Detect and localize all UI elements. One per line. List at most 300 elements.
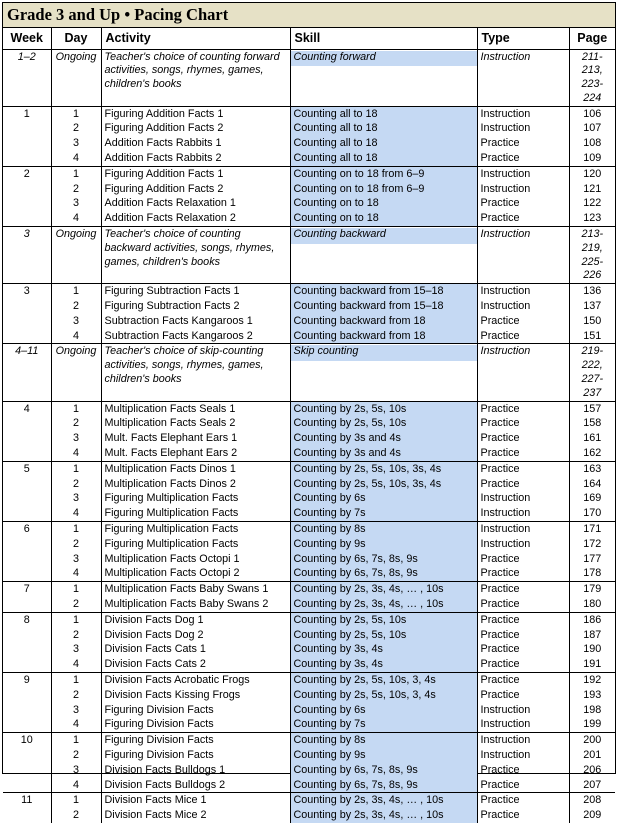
cell-week: 1–2 — [17, 50, 36, 63]
cell-type: Instruction — [477, 522, 569, 537]
cell-day: 4 — [51, 657, 101, 672]
cell-week — [3, 299, 51, 314]
table-row — [3, 491, 615, 506]
table-row — [3, 793, 615, 808]
cell-skill: Counting by 6s — [290, 491, 477, 506]
cell-type: Instruction — [477, 703, 569, 718]
cell-day: 1 — [51, 166, 101, 181]
cell-activity: Division Facts Cats 1 — [101, 642, 290, 657]
cell-skill: Counting by 2s, 5s, 10s — [290, 401, 477, 416]
table-row — [3, 106, 615, 121]
cell-day: 3 — [51, 196, 101, 211]
table-row — [3, 182, 615, 197]
cell-type: Instruction — [477, 121, 569, 136]
cell-type: Practice — [477, 151, 569, 166]
cell-type: Practice — [477, 136, 569, 151]
cell-skill: Counting by 2s, 5s, 10s — [290, 416, 477, 431]
table-row — [3, 401, 615, 416]
cell-week — [3, 446, 51, 461]
cell-type: Instruction — [477, 717, 569, 732]
table-row — [3, 597, 615, 612]
cell-day: 4 — [51, 151, 101, 166]
skill-highlight: Skip counting — [291, 345, 477, 361]
cell-week — [3, 196, 51, 211]
cell-week: 7 — [3, 582, 51, 597]
cell-type: Practice — [477, 329, 569, 344]
cell-activity: Addition Facts Relaxation 2 — [101, 211, 290, 226]
table-row — [3, 314, 615, 329]
cell-activity: Division Facts Mice 2 — [101, 808, 290, 823]
cell-page: 199 — [569, 717, 615, 732]
cell-week — [3, 329, 51, 344]
cell-skill: Counting by 8s — [290, 733, 477, 748]
cell-week — [3, 211, 51, 226]
cell-week: 8 — [3, 612, 51, 627]
cell-week: 2 — [3, 166, 51, 181]
cell-type: Practice — [477, 688, 569, 703]
cell-skill: Counting all to 18 — [290, 106, 477, 121]
table-header-row — [3, 28, 615, 49]
cell-activity: Division Facts Acrobatic Frogs — [101, 672, 290, 687]
cell-skill: Counting on to 18 — [290, 211, 477, 226]
cell-week — [3, 314, 51, 329]
cell-skill: Counting by 6s, 7s, 8s, 9s — [290, 778, 477, 793]
cell-week — [3, 151, 51, 166]
cell-day: 3 — [51, 136, 101, 151]
cell-skill: Counting by 8s — [290, 522, 477, 537]
cell-day: 3 — [51, 642, 101, 657]
cell-week — [3, 642, 51, 657]
table-row — [3, 628, 615, 643]
cell-activity: Figuring Addition Facts 2 — [101, 182, 290, 197]
cell-activity: Figuring Subtraction Facts 2 — [101, 299, 290, 314]
cell-type: Practice — [477, 763, 569, 778]
cell-page: 123 — [569, 211, 615, 226]
cell-week — [3, 431, 51, 446]
cell-page: 120 — [569, 166, 615, 181]
cell-skill: Counting by 3s and 4s — [290, 431, 477, 446]
table-row — [3, 642, 615, 657]
cell-day: 2 — [51, 628, 101, 643]
cell-type: Instruction — [477, 537, 569, 552]
cell-type: Practice — [477, 461, 569, 476]
table-row — [3, 196, 615, 211]
table-row — [3, 717, 615, 732]
cell-skill: Counting by 3s and 4s — [290, 446, 477, 461]
cell-skill: Counting by 2s, 3s, 4s, … , 10s — [290, 582, 477, 597]
cell-type: Practice — [477, 582, 569, 597]
cell-week — [3, 703, 51, 718]
cell-day: 2 — [51, 477, 101, 492]
table-row-ongoing — [3, 344, 615, 401]
cell-page: 190 — [569, 642, 615, 657]
cell-page: 191 — [569, 657, 615, 672]
cell-page: 187 — [569, 628, 615, 643]
table-row — [3, 151, 615, 166]
cell-day: 2 — [51, 121, 101, 136]
cell-skill: Counting by 2s, 5s, 10s — [290, 612, 477, 627]
cell-activity: Addition Facts Rabbits 2 — [101, 151, 290, 166]
column-header-type: Type — [477, 28, 569, 49]
cell-day: 2 — [51, 597, 101, 612]
cell-week: 10 — [3, 733, 51, 748]
cell-activity: Mult. Facts Elephant Ears 1 — [101, 431, 290, 446]
cell-page: 171 — [569, 522, 615, 537]
cell-day: Ongoing — [51, 227, 101, 284]
cell-activity: Division Facts Dog 1 — [101, 612, 290, 627]
table-row — [3, 703, 615, 718]
cell-day: 1 — [51, 461, 101, 476]
cell-type: Instruction — [477, 344, 569, 401]
cell-page: 211-213, 223-224 — [569, 49, 615, 106]
column-header-week: Week — [3, 28, 51, 49]
cell-week: 3 — [3, 284, 51, 299]
cell-page: 163 — [569, 461, 615, 476]
cell-page: 180 — [569, 597, 615, 612]
cell-day: 2 — [51, 182, 101, 197]
cell-day: 1 — [51, 793, 101, 808]
cell-activity: Multiplication Facts Seals 2 — [101, 416, 290, 431]
table-row — [3, 416, 615, 431]
column-header-activity: Activity — [101, 28, 290, 49]
cell-week: 9 — [3, 672, 51, 687]
cell-page: 178 — [569, 566, 615, 581]
cell-page: 150 — [569, 314, 615, 329]
cell-page: 219-222, 227-237 — [569, 344, 615, 401]
table-row — [3, 552, 615, 567]
cell-activity: Multiplication Facts Seals 1 — [101, 401, 290, 416]
skill-highlight: Counting forward — [291, 51, 477, 67]
cell-skill: Counting by 6s, 7s, 8s, 9s — [290, 566, 477, 581]
cell-skill: Counting backward from 15–18 — [290, 299, 477, 314]
cell-day: 4 — [51, 329, 101, 344]
cell-activity: Subtraction Facts Kangaroos 1 — [101, 314, 290, 329]
table-row — [3, 763, 615, 778]
cell-activity: Multiplication Facts Dinos 2 — [101, 477, 290, 492]
cell-page: 136 — [569, 284, 615, 299]
cell-activity: Multiplication Facts Baby Swans 1 — [101, 582, 290, 597]
cell-activity: Figuring Addition Facts 2 — [101, 121, 290, 136]
cell-day: 4 — [51, 717, 101, 732]
cell-skill: Counting backward from 18 — [290, 329, 477, 344]
cell-day: 3 — [51, 314, 101, 329]
table-row — [3, 566, 615, 581]
cell-skill — [290, 227, 477, 284]
cell-page: 108 — [569, 136, 615, 151]
cell-page: 193 — [569, 688, 615, 703]
cell-week — [3, 597, 51, 612]
cell-day: 4 — [51, 446, 101, 461]
cell-activity: Figuring Division Facts — [101, 733, 290, 748]
cell-day: 3 — [51, 703, 101, 718]
table-row — [3, 748, 615, 763]
cell-day: 1 — [51, 401, 101, 416]
cell-type: Instruction — [477, 491, 569, 506]
column-header-skill: Skill — [290, 28, 477, 49]
cell-activity: Addition Facts Rabbits 1 — [101, 136, 290, 151]
cell-day: 1 — [51, 582, 101, 597]
cell-week — [3, 477, 51, 492]
skill-highlight: Counting backward — [291, 228, 477, 244]
table-row — [3, 211, 615, 226]
cell-skill — [290, 49, 477, 106]
cell-page: 207 — [569, 778, 615, 793]
cell-activity: Addition Facts Relaxation 1 — [101, 196, 290, 211]
cell-week — [3, 537, 51, 552]
cell-week — [3, 182, 51, 197]
cell-page: 192 — [569, 672, 615, 687]
cell-day: 2 — [51, 748, 101, 763]
cell-day: 4 — [51, 506, 101, 521]
pacing-chart-page — [2, 2, 616, 822]
cell-day: 1 — [51, 106, 101, 121]
table-row — [3, 461, 615, 476]
cell-page: 106 — [569, 106, 615, 121]
cell-day: 1 — [51, 284, 101, 299]
table-row — [3, 431, 615, 446]
cell-type: Practice — [477, 314, 569, 329]
cell-type: Instruction — [477, 748, 569, 763]
cell-activity: Figuring Addition Facts 1 — [101, 166, 290, 181]
cell-skill — [290, 344, 477, 401]
cell-week — [3, 808, 51, 823]
cell-skill: Counting by 3s, 4s — [290, 642, 477, 657]
cell-week — [3, 506, 51, 521]
table-row — [3, 166, 615, 181]
cell-skill: Counting on to 18 from 6–9 — [290, 166, 477, 181]
cell-week: 3 — [3, 227, 51, 284]
column-header-day: Day — [51, 28, 101, 49]
table-body — [3, 49, 615, 823]
cell-activity: Multiplication Facts Octopi 2 — [101, 566, 290, 581]
table-row — [3, 477, 615, 492]
cell-page: 109 — [569, 151, 615, 166]
cell-day: Ongoing — [51, 49, 101, 106]
cell-week — [3, 566, 51, 581]
cell-skill: Counting by 2s, 5s, 10s, 3, 4s — [290, 688, 477, 703]
cell-day: 3 — [51, 763, 101, 778]
cell-activity: Figuring Multiplication Facts — [101, 522, 290, 537]
cell-skill: Counting by 2s, 5s, 10s, 3s, 4s — [290, 477, 477, 492]
cell-type: Practice — [477, 672, 569, 687]
cell-week: 5 — [3, 461, 51, 476]
cell-day: 1 — [51, 522, 101, 537]
cell-week — [3, 416, 51, 431]
cell-activity: Multiplication Facts Baby Swans 2 — [101, 597, 290, 612]
cell-type: Practice — [477, 597, 569, 612]
cell-day: 4 — [51, 566, 101, 581]
cell-activity: Division Facts Bulldogs 2 — [101, 778, 290, 793]
cell-skill: Counting by 2s, 3s, 4s, … , 10s — [290, 597, 477, 612]
cell-activity: Figuring Subtraction Facts 1 — [101, 284, 290, 299]
cell-type: Practice — [477, 778, 569, 793]
cell-page: 209 — [569, 808, 615, 823]
cell-skill: Counting on to 18 from 6–9 — [290, 182, 477, 197]
cell-type: Instruction — [477, 106, 569, 121]
cell-week: 6 — [3, 522, 51, 537]
cell-skill: Counting backward from 18 — [290, 314, 477, 329]
cell-activity: Mult. Facts Elephant Ears 2 — [101, 446, 290, 461]
cell-skill: Counting backward from 15–18 — [290, 284, 477, 299]
cell-page: 213-219, 225-226 — [569, 227, 615, 284]
cell-page: 121 — [569, 182, 615, 197]
cell-page: 122 — [569, 196, 615, 211]
cell-activity: Division Facts Bulldogs 1 — [101, 763, 290, 778]
cell-type: Practice — [477, 657, 569, 672]
cell-type: Instruction — [477, 182, 569, 197]
cell-type: Practice — [477, 196, 569, 211]
cell-type: Practice — [477, 431, 569, 446]
cell-week — [3, 136, 51, 151]
cell-week — [3, 657, 51, 672]
cell-type: Practice — [477, 416, 569, 431]
table-row — [3, 299, 615, 314]
cell-page: 200 — [569, 733, 615, 748]
table-row — [3, 657, 615, 672]
cell-activity: Figuring Division Facts — [101, 748, 290, 763]
cell-activity: Division Facts Kissing Frogs — [101, 688, 290, 703]
cell-type: Practice — [477, 566, 569, 581]
table-row — [3, 778, 615, 793]
cell-page: 179 — [569, 582, 615, 597]
table-row-ongoing — [3, 227, 615, 284]
cell-activity: Figuring Multiplication Facts — [101, 491, 290, 506]
cell-type: Instruction — [477, 299, 569, 314]
cell-type: Instruction — [477, 733, 569, 748]
cell-type: Practice — [477, 477, 569, 492]
cell-page: 201 — [569, 748, 615, 763]
cell-activity: Teacher's choice of counting forward activities, songs, rhymes, games, children's books — [101, 49, 290, 106]
cell-week — [3, 778, 51, 793]
cell-skill: Counting all to 18 — [290, 121, 477, 136]
cell-day: 1 — [51, 612, 101, 627]
cell-skill: Counting by 7s — [290, 717, 477, 732]
cell-week — [3, 748, 51, 763]
cell-page: 137 — [569, 299, 615, 314]
table-row — [3, 121, 615, 136]
cell-activity: Figuring Division Facts — [101, 703, 290, 718]
cell-day: 3 — [51, 431, 101, 446]
cell-activity: Figuring Multiplication Facts — [101, 506, 290, 521]
cell-activity: Division Facts Mice 1 — [101, 793, 290, 808]
table-row-ongoing — [3, 49, 615, 106]
table-row — [3, 136, 615, 151]
cell-page: 206 — [569, 763, 615, 778]
cell-activity: Multiplication Facts Dinos 1 — [101, 461, 290, 476]
cell-page: 172 — [569, 537, 615, 552]
cell-skill: Counting by 6s — [290, 703, 477, 718]
cell-type: Practice — [477, 401, 569, 416]
cell-activity: Teacher's choice of skip-counting activities, songs, rhymes, games, children's books — [101, 344, 290, 401]
cell-skill: Counting by 3s, 4s — [290, 657, 477, 672]
cell-activity: Division Facts Dog 2 — [101, 628, 290, 643]
cell-week — [3, 121, 51, 136]
table-row — [3, 582, 615, 597]
cell-page: 198 — [569, 703, 615, 718]
table-row — [3, 506, 615, 521]
cell-day: Ongoing — [51, 344, 101, 401]
cell-page: 157 — [569, 401, 615, 416]
cell-day: 2 — [51, 808, 101, 823]
cell-page: 158 — [569, 416, 615, 431]
cell-activity: Figuring Division Facts — [101, 717, 290, 732]
cell-type: Practice — [477, 552, 569, 567]
page-title: Grade 3 and Up • Pacing Chart — [3, 3, 615, 28]
cell-type: Instruction — [477, 227, 569, 284]
cell-type: Practice — [477, 612, 569, 627]
cell-skill: Counting by 7s — [290, 506, 477, 521]
cell-skill: Counting by 6s, 7s, 8s, 9s — [290, 763, 477, 778]
cell-type: Instruction — [477, 506, 569, 521]
cell-activity: Subtraction Facts Kangaroos 2 — [101, 329, 290, 344]
column-header-page: Page — [569, 28, 615, 49]
cell-week: 11 — [3, 793, 51, 808]
cell-page: 177 — [569, 552, 615, 567]
table-row — [3, 537, 615, 552]
cell-activity: Teacher's choice of counting backward activities, songs, rhymes, games, children's books — [101, 227, 290, 284]
table-row — [3, 808, 615, 823]
cell-week: 4 — [3, 401, 51, 416]
cell-page: 162 — [569, 446, 615, 461]
cell-page: 208 — [569, 793, 615, 808]
table-row — [3, 672, 615, 687]
cell-skill: Counting by 2s, 3s, 4s, … , 10s — [290, 793, 477, 808]
cell-skill: Counting by 2s, 5s, 10s — [290, 628, 477, 643]
cell-day: 3 — [51, 552, 101, 567]
cell-day: 1 — [51, 672, 101, 687]
cell-week: 1 — [3, 106, 51, 121]
cell-week — [3, 717, 51, 732]
cell-skill: Counting by 6s, 7s, 8s, 9s — [290, 552, 477, 567]
cell-skill: Counting all to 18 — [290, 151, 477, 166]
cell-day: 4 — [51, 211, 101, 226]
cell-week — [3, 688, 51, 703]
cell-week — [3, 491, 51, 506]
cell-type: Practice — [477, 446, 569, 461]
cell-day: 4 — [51, 778, 101, 793]
table-row — [3, 612, 615, 627]
cell-page: 161 — [569, 431, 615, 446]
cell-type: Practice — [477, 642, 569, 657]
cell-activity: Figuring Addition Facts 1 — [101, 106, 290, 121]
cell-day: 3 — [51, 491, 101, 506]
cell-type: Instruction — [477, 166, 569, 181]
cell-type: Instruction — [477, 49, 569, 106]
cell-skill: Counting by 9s — [290, 537, 477, 552]
cell-page: 164 — [569, 477, 615, 492]
pacing-table — [3, 28, 615, 823]
cell-page: 186 — [569, 612, 615, 627]
cell-day: 2 — [51, 537, 101, 552]
cell-activity: Figuring Multiplication Facts — [101, 537, 290, 552]
cell-type: Practice — [477, 808, 569, 823]
cell-day: 2 — [51, 688, 101, 703]
cell-skill: Counting by 9s — [290, 748, 477, 763]
cell-page: 107 — [569, 121, 615, 136]
table-row — [3, 284, 615, 299]
cell-week — [3, 628, 51, 643]
table-row — [3, 446, 615, 461]
cell-day: 1 — [51, 733, 101, 748]
table-row — [3, 329, 615, 344]
cell-page: 170 — [569, 506, 615, 521]
cell-page: 151 — [569, 329, 615, 344]
cell-activity: Division Facts Cats 2 — [101, 657, 290, 672]
cell-page: 169 — [569, 491, 615, 506]
cell-skill: Counting on to 18 — [290, 196, 477, 211]
cell-skill: Counting by 2s, 3s, 4s, … , 10s — [290, 808, 477, 823]
cell-type: Practice — [477, 793, 569, 808]
